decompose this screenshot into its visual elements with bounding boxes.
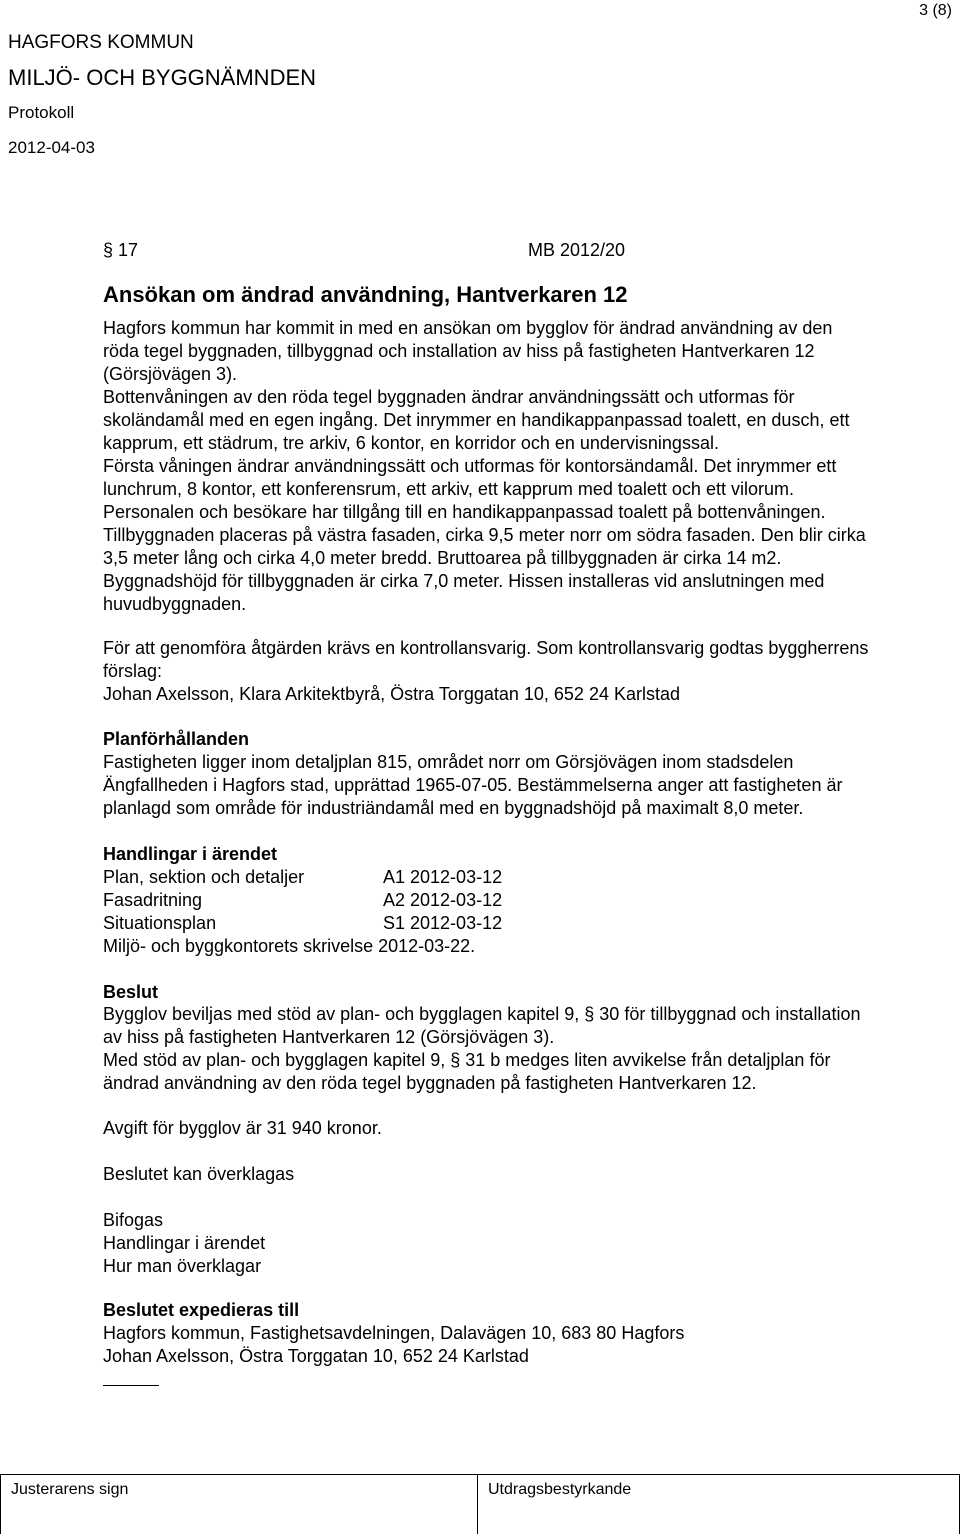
text-line: (Görsjövägen 3). xyxy=(103,364,238,384)
document-name: Situationsplan xyxy=(103,913,217,933)
document-item xyxy=(103,889,502,912)
document-type: Protokoll xyxy=(8,103,75,122)
decision-heading: Beslut xyxy=(103,982,159,1002)
page-number: 3 (8) xyxy=(919,2,952,19)
text-line: Ängfallheden i Hagfors stad, upprättad 1965-07-05. Bestämmelserna anger att fastigheten är xyxy=(103,775,843,795)
end-divider xyxy=(103,1385,159,1386)
document-item xyxy=(103,866,502,889)
recipient: Hagfors kommun, Fastighetsavdelningen, Dalavägen 10, 683 80 Hagfors xyxy=(103,1323,685,1343)
text-line: röda tegel byggnaden, tillbyggnad och installation av hiss på fastigheten Hantverkaren 12 xyxy=(103,341,815,361)
document-name: Plan, sektion och detaljer xyxy=(103,867,305,887)
plan-paragraph xyxy=(103,751,953,820)
text-line: För att genomföra åtgärden krävs en kontrollansvarig. Som kontrollansvarig godtas byggherrens xyxy=(103,638,869,658)
intro-paragraph xyxy=(103,317,953,616)
text-line: förslag: xyxy=(103,661,163,681)
text-line: Hagfors kommun har kommit in med en ansökan om bygglov för ändrad användning av den xyxy=(103,318,833,338)
text-line: planlagd som område för industriändamål med en byggnadshöjd på maximalt 8,0 meter. xyxy=(103,798,804,818)
recipient: Johan Axelsson, Östra Torggatan 10, 652 24 Karlstad xyxy=(103,1346,529,1366)
document-ref: A1 2012-03-12 xyxy=(383,867,503,887)
text-line: Bottenvåningen av den röda tegel byggnaden ändrar användningssätt och utformas för xyxy=(103,387,795,407)
paragraph-marker: § 17 xyxy=(103,240,139,260)
excerpt-cert-label: Utdragsbestyrkande xyxy=(488,1481,632,1498)
fee-text: Avgift för bygglov är 31 940 kronor. xyxy=(103,1118,382,1138)
attachment-item: Handlingar i ärendet xyxy=(103,1233,266,1253)
excerpt-cert-box xyxy=(477,1474,960,1534)
text-line: Personalen och besökare har tillgång till en handikappanpassad toalett på bottenvåningen. xyxy=(103,502,826,522)
board-name: MILJÖ- OCH BYGGNÄMNDEN xyxy=(8,65,317,90)
text-line: skoländamål med en egen ingång. Det inrymmer en handikappanpassad toalett, en dusch, ett xyxy=(103,410,850,430)
text-line: huvudbyggnaden. xyxy=(103,594,247,614)
case-number: MB 2012/20 xyxy=(528,240,626,260)
organization-name: HAGFORS KOMMUN xyxy=(8,32,194,53)
text-line: Bygglov beviljas med stöd av plan- och bygglagen kapitel 9, § 30 för tillbyggnad och installation xyxy=(103,1004,861,1024)
adjuster-sign-box xyxy=(0,1474,478,1534)
text-line: Med stöd av plan- och bygglagen kapitel 9, § 31 b medges liten avvikelse från detaljplan för xyxy=(103,1050,831,1070)
text-line: Första våningen ändrar användningssätt och utformas för kontorsändamål. Det inrymmer ett xyxy=(103,456,837,476)
decision-paragraph xyxy=(103,1003,953,1095)
text-line: 3,5 meter lång och cirka 4,0 meter bredd. Bruttoarea på tillbyggnaden är cirka 14 m2. xyxy=(103,548,782,568)
text-line: Johan Axelsson, Klara Arkitektbyrå, Östra Torggatan 10, 652 24 Karlstad xyxy=(103,684,681,704)
document-date: 2012-04-03 xyxy=(8,138,95,157)
attachments-block xyxy=(103,1209,953,1278)
attachments-heading: Bifogas xyxy=(103,1210,164,1230)
text-line: Byggnadshöjd för tillbyggnaden är cirka 7,0 meter. Hissen installeras vid anslutningen med xyxy=(103,571,825,591)
attachment-item: Hur man överklagar xyxy=(103,1256,262,1276)
text-line: lunchrum, 8 kontor, ett konferensrum, ett arkiv, ett kapprum med toalett och ett vilorum. xyxy=(103,479,794,499)
text-line: ändrad användning av den röda tegel byggnaden på fastigheten Hantverkaren 12. xyxy=(103,1073,757,1093)
text-line: av hiss på fastigheten Hantverkaren 12 (Görsjövägen 3). xyxy=(103,1027,555,1047)
document-extra: Miljö- och byggkontorets skrivelse 2012-03-22. xyxy=(103,936,476,956)
appeal-text: Beslutet kan överklagas xyxy=(103,1164,295,1184)
text-line: Tillbyggnaden placeras på västra fasaden, cirka 9,5 meter norr om södra fasaden. Den blir cirka xyxy=(103,525,866,545)
plan-heading: Planförhållanden xyxy=(103,729,250,749)
text-line: kapprum, ett städrum, tre arkiv, 6 kontor, en korridor och en undervisningssal. xyxy=(103,433,719,453)
document-ref: A2 2012-03-12 xyxy=(383,890,503,910)
section-title: Ansökan om ändrad användning, Hantverkaren 12 xyxy=(103,282,628,307)
distribution-list xyxy=(103,1322,953,1368)
documents-heading: Handlingar i ärendet xyxy=(103,844,278,864)
control-paragraph xyxy=(103,637,953,706)
distribution-heading: Beslutet expedieras till xyxy=(103,1300,300,1320)
document-item xyxy=(103,912,502,935)
text-line: Fastigheten ligger inom detaljplan 815, området norr om Görsjövägen inom stadsdelen xyxy=(103,752,794,772)
document-name: Fasadritning xyxy=(103,890,203,910)
document-ref: S1 2012-03-12 xyxy=(383,913,503,933)
adjuster-sign-label: Justerarens sign xyxy=(11,1481,129,1498)
